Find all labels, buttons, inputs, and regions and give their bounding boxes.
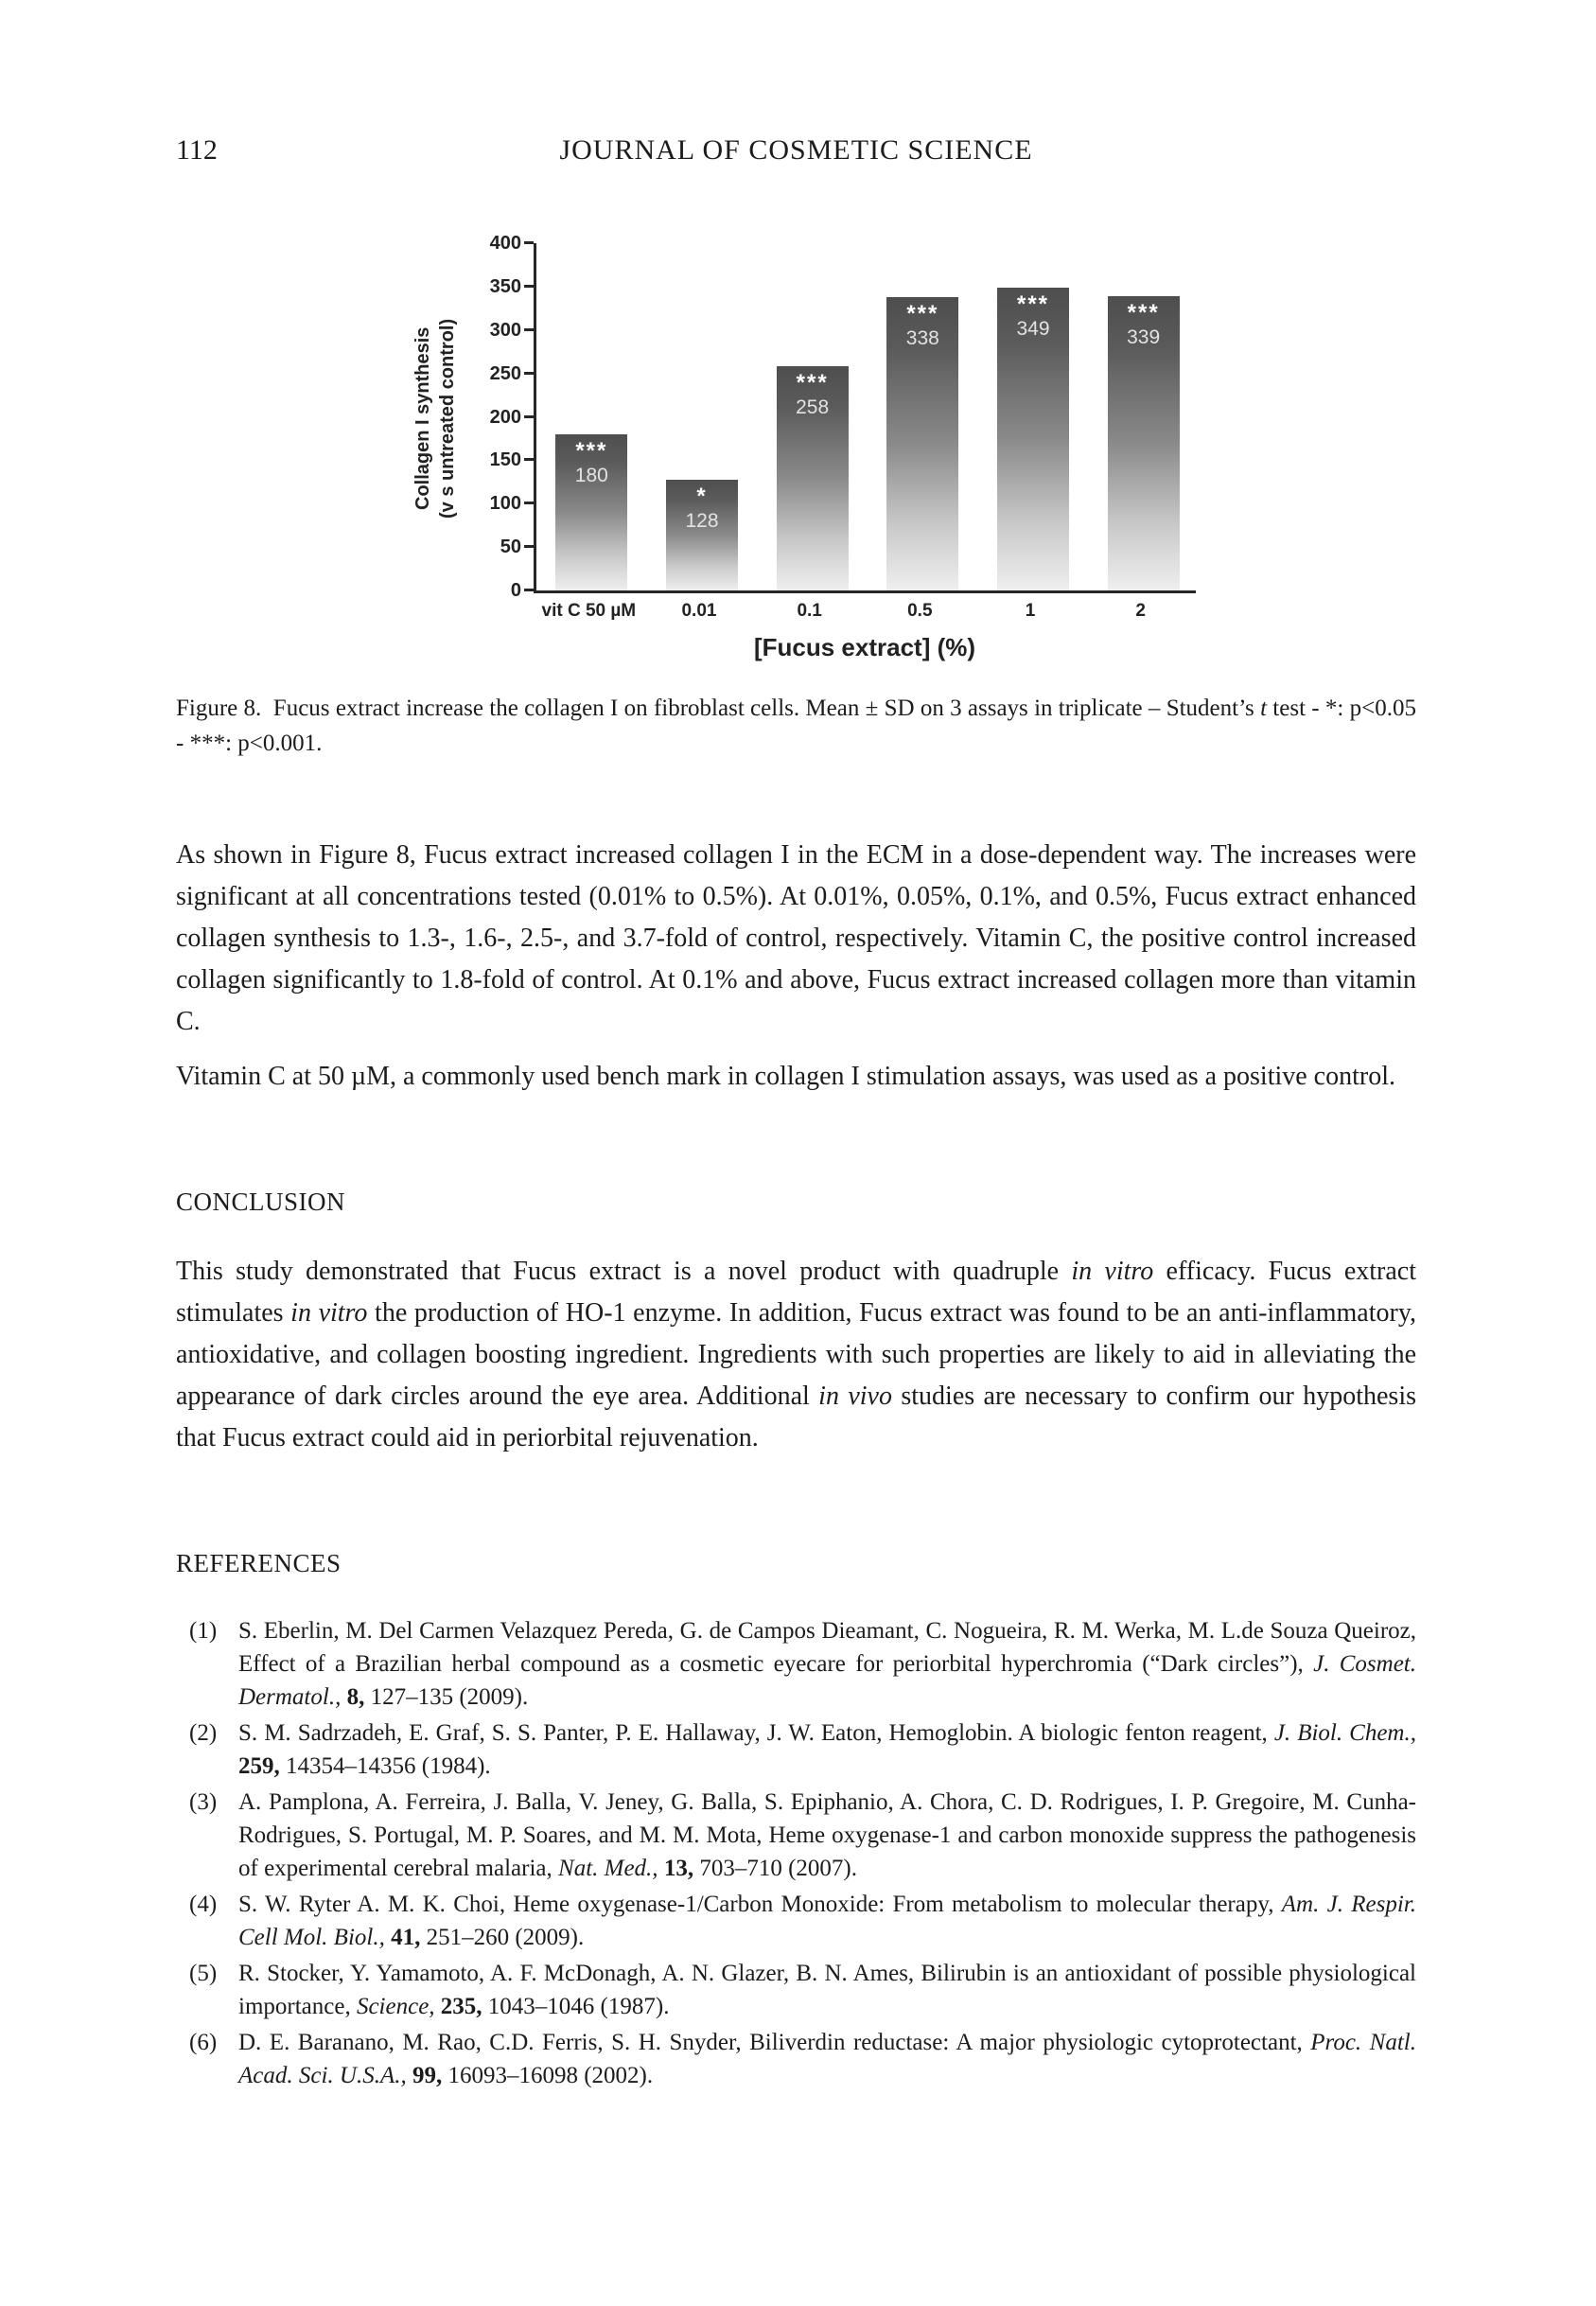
- references-heading: REFERENCES: [176, 1549, 342, 1577]
- reference-list: [176, 1614, 1416, 2092]
- conclusion-heading: CONCLUSION: [176, 1188, 346, 1216]
- reference-number: (1): [189, 1618, 218, 1644]
- collagen-bar-chart: [411, 233, 1416, 662]
- y-axis-title-line1: Collagen I synthesis: [412, 326, 433, 510]
- x-tick-label: 1: [1025, 601, 1036, 621]
- bar-0.1: [777, 366, 849, 590]
- x-axis-tick-labels: [534, 593, 1196, 625]
- y-tick-mark: [524, 545, 534, 548]
- y-tick-label: 150: [489, 449, 521, 471]
- reference-text: A. Pamplona, A. Ferreira, J. Balla, V. Jeney, G. Balla, S. Epiphanio, A. Chora, C. D. Rodrigues, I. P. Gregoire, M. Cunha-Rodrigues, S. Portugal, M. P. Soares, and M. M. Mota, Heme oxygenase-1 and carbon monoxide suppress the pathogenesis of experimental cerebral malaria, Nat. Med., 13, 703–710 (2007).: [238, 1789, 1416, 1881]
- page-number: 112: [176, 134, 218, 166]
- significance-stars: ***: [1127, 299, 1160, 326]
- y-tick-label: 100: [489, 493, 521, 515]
- chart-main: [473, 233, 1196, 662]
- x-axis-title: [Fucus extract] (%): [753, 633, 976, 661]
- reference-number: (5): [189, 1961, 218, 1986]
- reference-text: R. Stocker, Y. Yamamoto, A. F. McDonagh, A. N. Glazer, B. N. Ames, Bilirubin is an antioxidant of possible physiological importance, Science, 235, 1043–1046 (1987).: [238, 1961, 1416, 2019]
- x-tick-label: 0.01: [681, 601, 717, 621]
- reference-number: (6): [189, 2030, 218, 2055]
- bar-1: [997, 288, 1069, 590]
- y-axis-title-line2: (v s untreated control): [437, 318, 458, 519]
- bar-2: [1108, 296, 1180, 590]
- figure-8: [176, 233, 1416, 761]
- bar-vit-c-50-µm: [555, 434, 627, 590]
- reference-text: S. W. Ryter A. M. K. Choi, Heme oxygenase-1/Carbon Monoxide: From metabolism to molecular therapy, Am. J. Respir. Cell Mol. Biol., 41, 251–260 (2009).: [238, 1892, 1417, 1950]
- y-tick-mark: [524, 458, 534, 461]
- y-tick-mark: [524, 328, 534, 331]
- bar-value-label: 258: [796, 396, 830, 419]
- bar-value-label: 349: [1016, 317, 1050, 340]
- significance-stars: ***: [575, 437, 608, 464]
- reference-number: (4): [189, 1892, 218, 1917]
- significance-stars: ***: [1016, 290, 1050, 317]
- y-tick-mark: [524, 372, 534, 375]
- x-tick-label: 0.5: [907, 601, 933, 621]
- y-tick-label: 200: [489, 406, 521, 428]
- bar-0.01: [666, 480, 738, 590]
- y-tick-label: 350: [489, 275, 521, 297]
- y-tick-label: 250: [489, 362, 521, 384]
- bar-0.5: [886, 297, 958, 590]
- y-tick-label: 0: [510, 580, 521, 601]
- y-tick-mark: [524, 285, 534, 288]
- y-tick-label: 400: [489, 233, 521, 254]
- reference-item: [176, 1786, 1416, 1885]
- x-tick-label: 2: [1135, 601, 1146, 621]
- reference-item: [176, 1614, 1416, 1714]
- reference-number: (3): [189, 1789, 218, 1815]
- reference-text: D. E. Baranano, M. Rao, C.D. Ferris, S. H. Snyder, Biliverdin reductase: A major physiologic cytoprotectant, Proc. Natl. Acad. Sci. U.S.A., 99, 16093–16098 (2002).: [238, 2030, 1416, 2088]
- bar-value-label: 128: [685, 509, 719, 532]
- bar-value-label: 180: [574, 464, 608, 486]
- x-tick-label: 0.1: [797, 601, 822, 621]
- reference-item: [176, 1716, 1416, 1783]
- y-tick-mark: [524, 589, 534, 591]
- significance-stars: *: [696, 483, 708, 509]
- figure-caption: Figure 8. Fucus extract increase the collagen I on fibroblast cells. Mean ± SD on 3 assays in triplicate – Student’s t test - *: p<0.05 - ***: p<0.001.: [176, 695, 1416, 756]
- y-tick-label: 300: [489, 319, 521, 341]
- bar-value-label: 339: [1127, 326, 1161, 348]
- body-paragraph: As shown in Figure 8, Fucus extract increased collagen I in the ECM in a dose-dependent way. The increases were significant at all concentrations tested (0.01% to 0.5%). At 0.01%, 0.05%, 0.1%, and 0.5%, Fucus extract enhanced collagen synthesis to 1.3-, 1.6-, 2.5-, and 3.7-fold of control, respectively. Vitamin C, the positive control increased collagen significantly to 1.8-fold of control. At 0.1% and above, Fucus extract increased collagen more than vitamin C.: [176, 840, 1416, 1036]
- reference-item: [176, 2026, 1416, 2092]
- y-tick-label: 50: [500, 537, 521, 558]
- plot-area: [489, 233, 1196, 601]
- y-tick-mark: [524, 241, 534, 244]
- reference-text: S. M. Sadrzadeh, E. Graf, S. S. Panter, P. E. Hallaway, J. W. Eaton, Hemoglobin. A biologic fenton reagent, J. Biol. Chem., 259, 14354–14356 (1984).: [238, 1720, 1416, 1779]
- x-tick-label: vit C 50 µM: [541, 601, 637, 621]
- page-header: [176, 132, 1416, 167]
- reference-item: [176, 1957, 1416, 2023]
- conclusion-paragraph: This study demonstrated that Fucus extract is a novel product with quadruple in vitro efficacy. Fucus extract stimulates in vitro the production of HO-1 enzyme. In addition, Fucus extract was found to be an anti-inflammatory, antioxidative, and collagen boosting ingredient. Ingredients with such properties are likely to aid in alleviating the appearance of dark circles around the eye area. Additional in vivo studies are necessary to confirm our hypothesis that Fucus extract could aid in periorbital rejuvenation.: [176, 1257, 1417, 1452]
- significance-stars: ***: [906, 300, 939, 326]
- body-text: [176, 835, 1416, 1098]
- journal-title: JOURNAL OF COSMETIC SCIENCE: [559, 134, 1033, 166]
- significance-stars: ***: [796, 370, 829, 396]
- body-paragraph: Vitamin C at 50 µM, a commonly used bench mark in collagen I stimulation assays, was used as a positive control.: [176, 1062, 1395, 1091]
- reference-number: (2): [189, 1720, 218, 1746]
- reference-text: S. Eberlin, M. Del Carmen Velazquez Pereda, G. de Campos Dieamant, C. Nogueira, R. M. Werka, M. L.de Souza Queiroz, Effect of a Brazilian herbal compound as a cosmetic eyecare for periorbital hyperchromia (“Dark circles”), J. Cosmet. Dermatol., 8, 127–135 (2009).: [238, 1618, 1416, 1710]
- y-tick-mark: [524, 502, 534, 504]
- y-tick-mark: [524, 415, 534, 418]
- y-axis-title: [411, 243, 460, 593]
- bar-value-label: 338: [905, 326, 939, 349]
- reference-item: [176, 1888, 1416, 1954]
